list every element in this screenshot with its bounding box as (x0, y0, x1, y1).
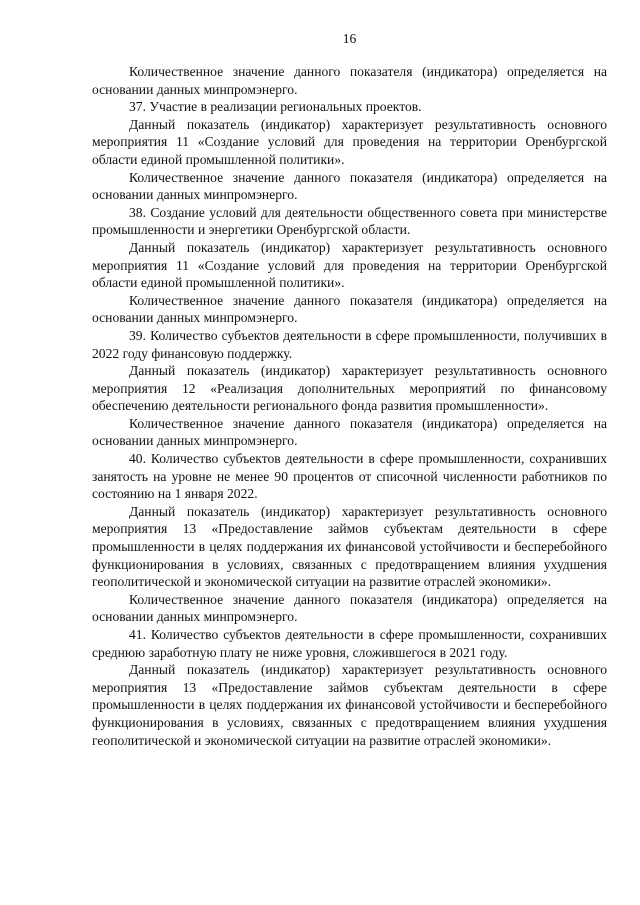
paragraph: Данный показатель (индикатор) характеризует результативность основного мероприятия 13 «Предоставление займов субъектам деятельности в сфере промышленности в целях поддержания их финансовой устойчивости и бесперебойного функционирования в условиях, связанных с предотвращением влияния ухудшения геополитической и экономической ситуации на развитие отраслей экономики». (92, 662, 607, 748)
paragraph: 41. Количество субъектов деятельности в сфере промышленности, сохранивших среднюю заработную плату не ниже уровня, сложившегося в 2021 году. (92, 627, 607, 660)
paragraph: Количественное значение данного показателя (индикатора) определяется на основании данных минпромэнерго. (92, 292, 607, 326)
paragraph: 38. Создание условий для деятельности общественного совета при министерстве промышленности и энергетики Оренбургской области. (92, 204, 607, 238)
document-page (92, 30, 607, 749)
paragraph: Данный показатель (индикатор) характеризует результативность основного мероприятия 13 «Предоставление займов субъектам деятельности в сфере промышленности в целях поддержания их финансовой устойчивости и бесперебойного функционирования в условиях, связанных с предотвращением влияния ухудшения геополитической и экономической ситуации на развитие отраслей экономики». (92, 503, 607, 590)
paragraph: Количественное значение данного показателя (индикатора) определяется на основании данных минпромэнерго. (92, 415, 607, 449)
paragraph: 37. Участие в реализации региональных проектов. (129, 99, 422, 115)
paragraph: Количественное значение данного показателя (индикатора) определяется на основании данных минпромэнерго. (92, 64, 607, 97)
paragraph: Данный показатель (индикатор) характеризует результативность основного мероприятия 12 «Реализация дополнительных мероприятий по финансовому обеспечению деятельности регионального фонда развития промышленности». (92, 363, 607, 414)
paragraph: Количественное значение данного показателя (индикатора) определяется на основании данных минпромэнерго. (92, 591, 607, 625)
paragraph: Данный показатель (индикатор) характеризует результативность основного мероприятия 11 «Создание условий для проведения на территории Оренбургской области единой промышленной политики». (92, 239, 607, 291)
paragraph: 39. Количество субъектов деятельности в сфере промышленности, получивших в 2022 году финансовую поддержку. (92, 327, 607, 361)
page-number: 16 (342, 31, 357, 46)
paragraph: 40. Количество субъектов деятельности в сфере промышленности, сохранивших занятость на уровне не менее 90 процентов от списочной численности работников по состоянию на 1 января 2022. (92, 451, 607, 502)
paragraph: Данный показатель (индикатор) характеризует результативность основного мероприятия 11 «Создание условий для проведения на территории Оренбургской области единой промышленной политики». (92, 116, 607, 167)
paragraph: Количественное значение данного показателя (индикатора) определяется на основании данных минпромэнерго. (92, 169, 607, 203)
